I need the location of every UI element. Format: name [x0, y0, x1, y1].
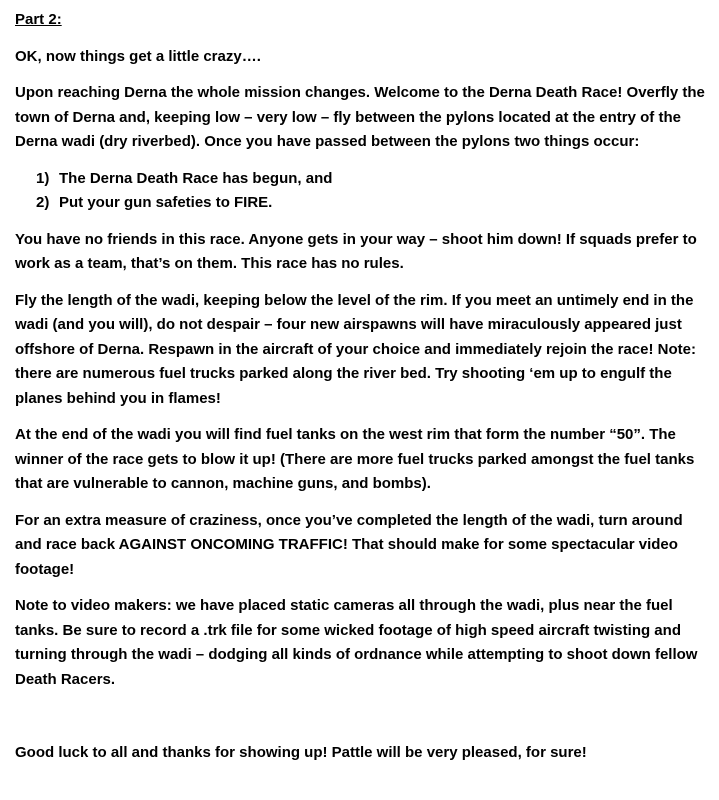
wadi-paragraph: Fly the length of the wadi, keeping below the level of the rim. If you meet an untimely end in the wadi (and you will), do not despair – four new airspawns will have miraculously appeared just offshore of Derna. Respawn in the aircraft of your choice and immediately rejoin the race! Note: there are numerous fuel trucks parked along the river bed. Try shooting ‘em up to engulf the planes behind you in flames!: [15, 291, 696, 407]
list-text: The Derna Death Race has begun, and: [59, 169, 333, 187]
intro-paragraph: OK, now things get a little crazy….: [15, 47, 261, 65]
closing-paragraph: Good luck to all and thanks for showing up! Pattle will be very pleased, for sure!: [15, 744, 587, 761]
section-heading: Part 2:: [15, 11, 62, 28]
list-number: 1): [36, 169, 50, 187]
list-number: 2): [36, 194, 50, 211]
derna-paragraph: Upon reaching Derna the whole mission changes. Welcome to the Derna Death Race! Overfly the town of Derna and, keeping low – very low – fly between the pylons located at the entry of the Derna wadi (dry riverbed). Once you have passed between the pylons two things occur:: [15, 84, 705, 150]
no-friends-paragraph: You have no friends in this race. Anyone gets in your way – shoot him down! If squads prefer to work as a team, that’s on them. This race has no rules.: [15, 230, 697, 272]
numbered-list: [15, 167, 711, 216]
video-makers-paragraph: Note to video makers: we have placed static cameras all through the wadi, plus near the fuel tanks. Be sure to record a .trk file for some wicked footage of high speed aircraft twisting and turning through the wadi – dodging all kinds of ordnance while attempting to shoot down fellow Death Racers.: [15, 597, 698, 688]
blank-spacer: [15, 704, 711, 741]
fuel-tanks-paragraph: At the end of the wadi you will find fuel tanks on the west rim that form the number “50”. The winner of the race gets to blow it up! (There are more fuel trucks parked amongst the fuel tanks that are vulnerable to cannon, machine guns, and bombs).: [15, 426, 695, 492]
list-item: [15, 167, 711, 192]
craziness-paragraph: For an extra measure of craziness, once you’ve completed the length of the wadi, turn around and race back AGAINST ONCOMING TRAFFIC! That should make for some spectacular video footage!: [15, 511, 683, 578]
document-body: [15, 8, 711, 778]
list-text: Put your gun safeties to FIRE.: [59, 194, 273, 211]
list-item: [15, 191, 711, 216]
